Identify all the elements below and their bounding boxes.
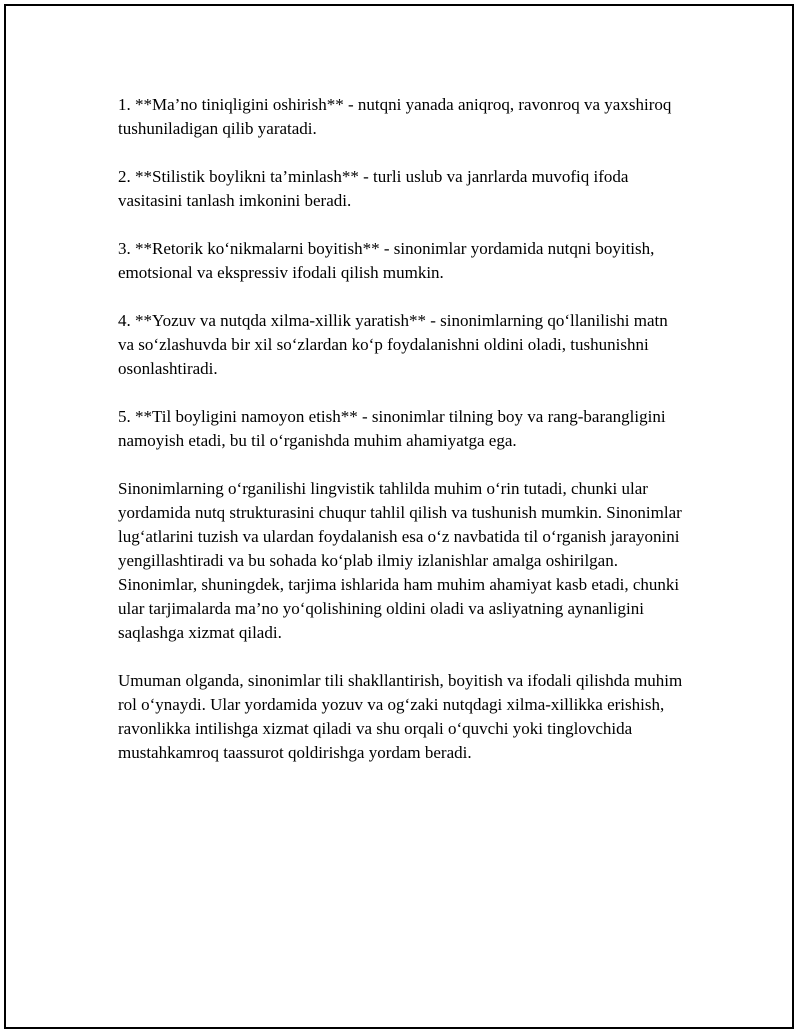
list-item-4: 4. **Yozuv va nutqda xilma-xillik yaratish** - sinonimlarning qo‘llanilishi matn va so‘zlashuvda bir xil so‘zlardan ko‘p foydalanishni oldini oladi, tushunishni osonlashtiradi. (118, 311, 668, 378)
body-paragraph-1: Sinonimlarning o‘rganilishi lingvistik tahlilda muhim o‘rin tutadi, chunki ular yordamida nutq strukturasini chuqur tahlil qilish va tushunish mumkin. Sinonimlar lug‘atlarini tuzish va ulardan foydalanish esa o‘z navbatida til o‘rganish jarayonini yengillashtiradi va bu sohada ko‘plab ilmiy izlanishlar amalga oshirilgan. Sinonimlar, shuningdek, tarjima ishlarida ham muhim ahamiyat kasb etadi, chunki ular tarjimalarda ma’no yo‘qolishining oldini oladi va asliyatning aynanligini saqlashga xizmat qiladi. (118, 479, 682, 642)
list-item-3: 3. **Retorik ko‘nikmalarni boyitish** - sinonimlar yordamida nutqni boyitish, emotsional va ekspressiv ifodali qilish mumkin. (118, 239, 655, 282)
document-body (118, 93, 683, 789)
list-item-5: 5. **Til boyligini namoyon etish** - sinonimlar tilning boy va rang-barangligini namoyish etadi, bu til o‘rganishda muhim ahamiyatga ega. (118, 407, 666, 450)
list-item-2: 2. **Stilistik boylikni ta’minlash** - turli uslub va janrlarda muvofiq ifoda vasitasini tanlash imkonini beradi. (118, 167, 629, 210)
body-paragraph-2: Umuman olganda, sinonimlar tili shakllantirish, boyitish va ifodali qilishda muhim rol o‘ynaydi. Ular yordamida yozuv va og‘zaki nutqdagi xilma-xillikka erishish, ravonlikka intilishga xizmat qiladi va shu orqali o‘quvchi yoki tinglovchida mustahkamroq taassurot qoldirishga yordam beradi. (118, 671, 683, 762)
list-item-1: 1. **Ma’no tiniqligini oshirish** - nutqni yanada aniqroq, ravonroq va yaxshiroq tushuniladigan qilib yaratadi. (118, 95, 672, 138)
